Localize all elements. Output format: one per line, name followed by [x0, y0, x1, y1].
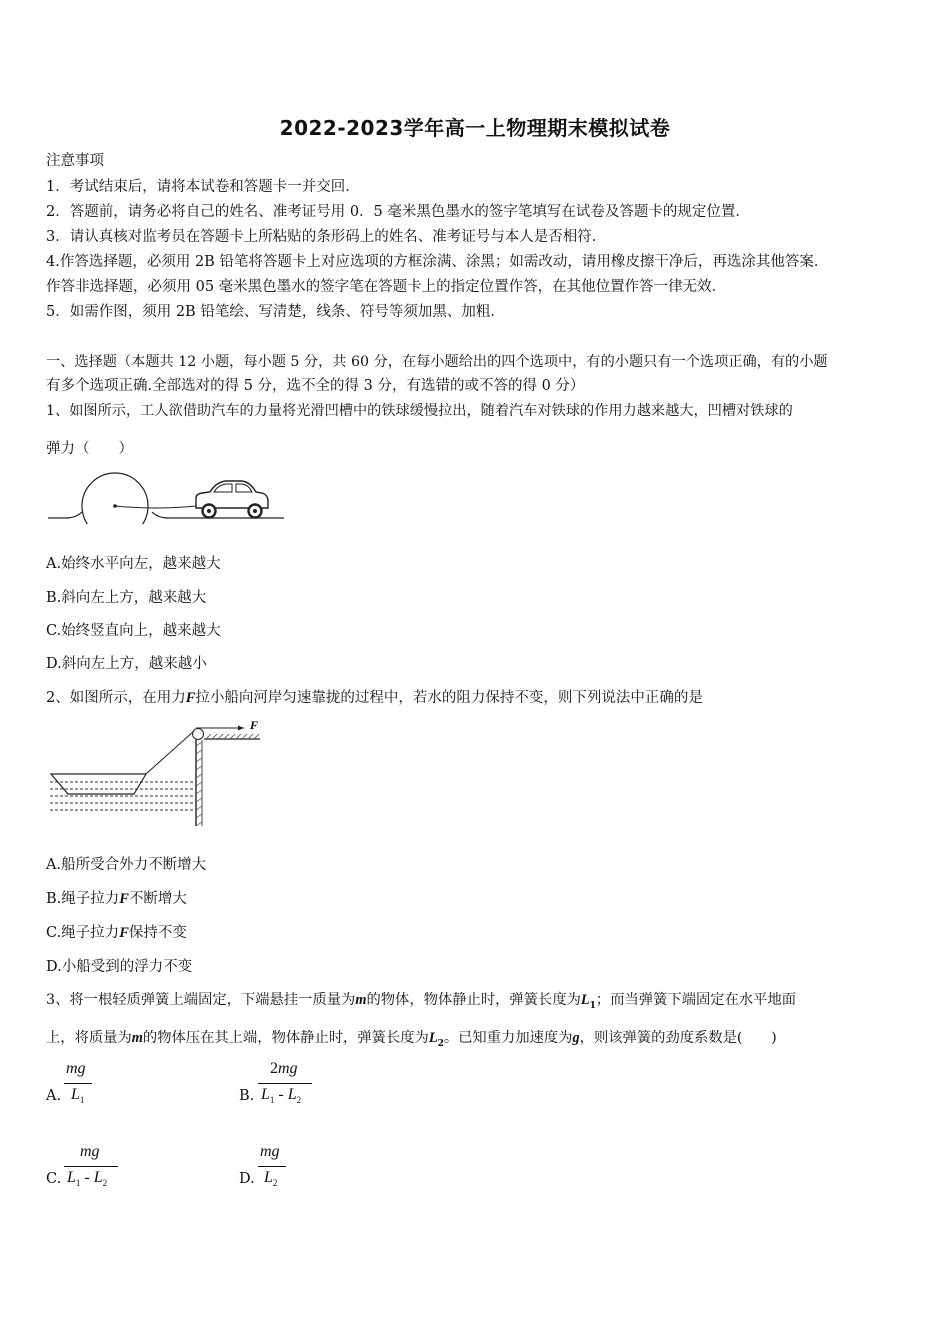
q2-option-d: D.小船受到的浮力不变	[46, 959, 193, 975]
notice-item-1: 1．考试结束后，请将本试卷和答题卡一并交回．	[46, 179, 360, 195]
q2-stem-force: F	[185, 690, 196, 706]
q3-option-b-fraction: 2mg $L_1 - L_2$	[258, 1060, 328, 1110]
q3-stem-line1: 3、将一根轻质弹簧上端固定，下端悬挂一质量为m的物体，物体静止时，弹簧长度为$L_1$；而当弹簧下端固定在水平地面	[46, 992, 797, 1011]
q1-option-b: B.斜向左上方，越来越大	[46, 590, 207, 606]
q1-option-a: A.始终水平向左，越来越大	[46, 556, 221, 572]
q2-stem	[46, 688, 703, 708]
notice-item-2: 2．答题前，请务必将自己的姓名、准考证号用 0．5 毫米黑色墨水的签字笔填写在试卷及答题卡的规定位置．	[46, 204, 750, 220]
q2-option-b: B.绳子拉力F不断增大	[46, 891, 187, 907]
q1-stem-line2: 弹力（ ）	[46, 441, 133, 457]
q2-figure-boat-shore	[46, 716, 266, 828]
notice-item-3: 3．请认真核对监考员在答题卡上所粘贴的条形码上的姓名、准考证号与本人是否相符．	[46, 229, 607, 245]
notice-item-4-cont: 作答非选择题，必须用 05 毫米黑色墨水的签字笔在答题卡上的指定位置作答，在其他位置作答一律无效．	[46, 279, 727, 295]
notice-item-5: 5．如需作图，须用 2B 铅笔绘、写清楚，线条、符号等须加黑、加粗．	[46, 304, 505, 320]
q1-option-c: C.始终竖直向上，越来越大	[46, 623, 221, 639]
q2-stem-part1: 2、如图所示，在用力	[46, 690, 186, 706]
section-instructions-line2: 有多个选项正确.全部选对的得 5 分，选不全的得 3 分，有选错的或不答的得 0 分）	[46, 378, 585, 394]
q1-option-d: D.斜向左上方，越来越小	[46, 656, 207, 672]
q2-option-a: A.船所受合外力不断增大	[46, 857, 207, 873]
q3-option-a-label: A.	[46, 1088, 62, 1104]
q2-figure-force-label: F	[250, 718, 259, 732]
notice-item-4: 4.作答选择题，必须用 2B 铅笔将答题卡上对应选项的方框涂满、涂黑；如需改动，请用橡皮擦干净后，再选涂其他答案．	[46, 254, 829, 270]
q1-figure-ball-car	[46, 468, 286, 524]
notice-heading: 注意事项	[46, 153, 104, 169]
q3-option-b-label: B.	[239, 1088, 255, 1104]
section-instructions-line1: 一、选择题（本题共 12 小题，每小题 5 分，共 60 分，在每小题给出的四个选项中，有的小题只有一个选项正确，有的小题	[46, 354, 828, 370]
q3-stem-line2: 上，将质量为m的物体压在其上端，物体静止时，弹簧长度为$L_2$。已知重力加速度为g，则该弹簧的劲度系数是( )	[46, 1030, 777, 1049]
page-title: 2022-2023学年高一上物理期末模拟试卷	[279, 116, 671, 140]
q1-stem-line1: 1、如图所示，工人欲借助汽车的力量将光滑凹槽中的铁球缓慢拉出，随着汽车对铁球的作用力越来越大，凹槽对铁球的	[46, 403, 793, 419]
q2-stem-part2: 拉小船向河岸匀速靠拢的过程中，若水的阻力保持不变，则下列说法中正确的是	[195, 690, 703, 706]
q3-option-c-label: C.	[46, 1171, 62, 1187]
q3-option-d-label: D.	[239, 1171, 255, 1187]
q2-option-c: C.绳子拉力F保持不变	[46, 925, 187, 941]
q3-option-d-fraction: mg $L_2$	[258, 1143, 298, 1193]
q3-option-c-fraction: mg $L_1 - L_2$	[64, 1143, 134, 1193]
q3-option-a-fraction: mg $L_1$	[64, 1060, 104, 1110]
